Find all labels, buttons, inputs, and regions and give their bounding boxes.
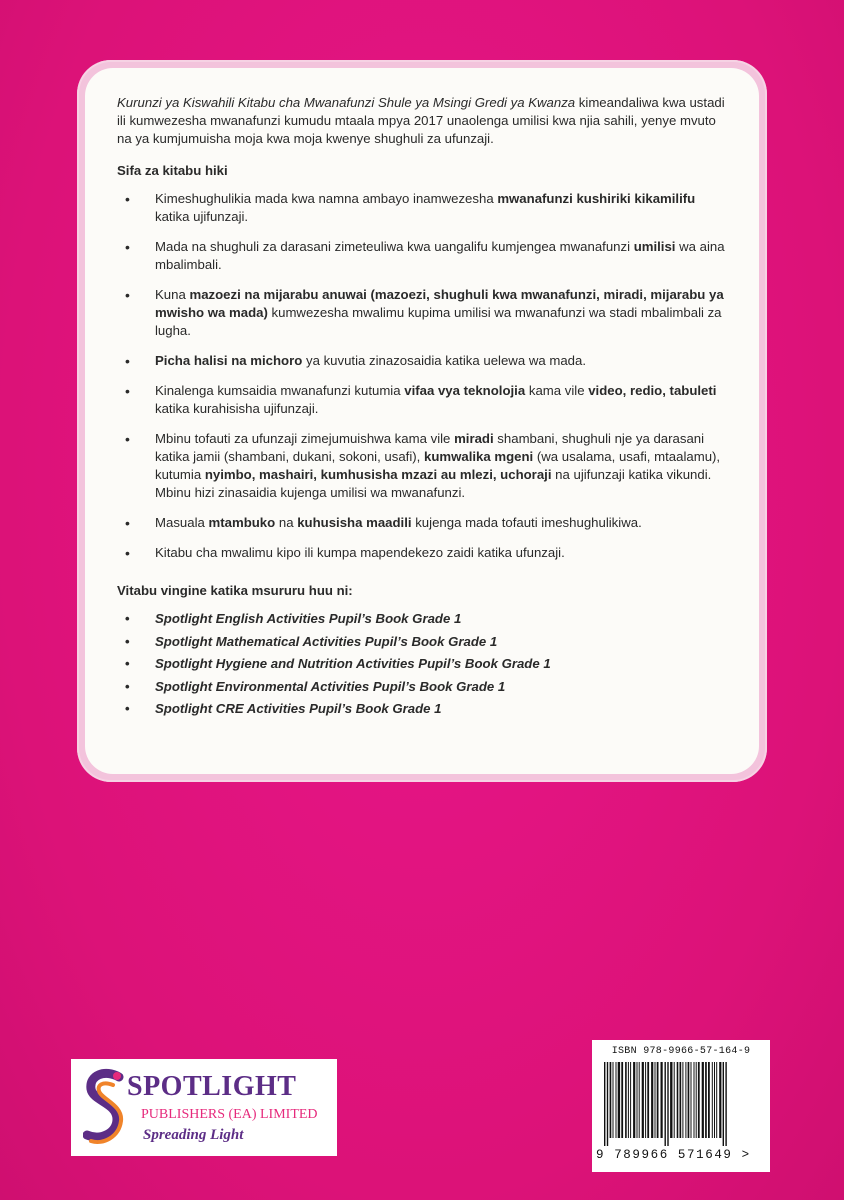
- feature-text: Mada na shughuli za darasani zimeteuliwa kwa uangalifu kumjengea mwanafunzi: [155, 239, 634, 254]
- feature-bold-text: mazoezi na mijarabu anuwai (mazoezi, shughuli kwa mwanafunzi, miradi, mijarabu ya mwisho wa mada): [155, 287, 724, 320]
- blurb-content: [85, 68, 759, 774]
- feature-text: Kinalenga kumsaidia mwanafunzi kutumia: [155, 383, 405, 398]
- feature-bold-text: miradi: [454, 431, 494, 446]
- feature-text: Kimeshughulikia mada kwa namna ambayo inamwezesha: [155, 191, 498, 206]
- feature-text: katika ujifunzaji.: [155, 209, 249, 224]
- feature-text: na: [275, 515, 298, 530]
- feature-bold-text: Picha halisi na michoro: [155, 353, 303, 368]
- feature-bold-text: umilisi: [633, 239, 676, 254]
- barcode-digits: 9 789966 571649 >: [596, 1148, 751, 1162]
- feature-item: [117, 286, 727, 340]
- feature-text: (wa usalama, usafi, mtaalamu), kutumia: [155, 449, 721, 482]
- feature-bold-text: kuhusisha maadili: [297, 515, 412, 530]
- intro-lead: Kurunzi ya Kiswahili Kitabu cha Mwanafunzi Shule ya Msingi Gredi ya Kwanza: [117, 95, 576, 110]
- feature-text: shambani, shughuli nje ya darasani katika jamii (shambani, dukani, sokoni, usafi),: [155, 431, 705, 464]
- feature-text: Kuna: [155, 287, 190, 302]
- publisher-logo: [71, 1059, 337, 1156]
- books-heading: Vitabu vingine katika msururu huu ni:: [117, 583, 353, 598]
- blurb-panel: [77, 60, 767, 782]
- books-list: [117, 610, 727, 718]
- isbn-text: ISBN 978-9966-57-164-9: [611, 1046, 751, 1057]
- spotlight-s-icon: [83, 1067, 127, 1149]
- feature-bold-text: mtambuko: [208, 515, 276, 530]
- book-title: • Spotlight Mathematical Activities Pupil’s Book Grade 1: [117, 633, 727, 651]
- feature-item: [117, 430, 727, 502]
- feature-text: katika kurahisisha ujifunzaji.: [155, 401, 319, 416]
- barcode-bars: [602, 1062, 760, 1148]
- feature-item: [117, 238, 727, 274]
- feature-text: Masuala: [155, 515, 209, 530]
- features-list: [117, 190, 727, 562]
- publisher-name: SPOTLIGHT: [127, 1071, 297, 1102]
- publisher-subtitle: PUBLISHERS (EA) LIMITED: [141, 1107, 318, 1122]
- book-title: • Spotlight Environmental Activities Pupil’s Book Grade 1: [117, 678, 727, 696]
- feature-text: wa aina mbalimbali.: [155, 239, 725, 272]
- feature-text: Kitabu cha mwalimu kipo ili kumpa mapendekezo zaidi katika ufunzaji.: [155, 545, 565, 560]
- feature-item: [117, 544, 727, 562]
- intro-rest: kimeandaliwa kwa ustadi ili kumwezesha mwanafunzi kumudu mtaala mpya 2017 unaolenga umilisi kwa njia sahili, yenye mvuto na ya kumjumuisha moja kwa moja kwenye shughuli za ufunzaji.: [117, 95, 725, 146]
- feature-bold-text: nyimbo, mashairi, kumhusisha mzazi au mlezi, uchoraji: [204, 467, 552, 482]
- publisher-tagline: Spreading Light: [143, 1127, 244, 1143]
- book-title: • Spotlight CRE Activities Pupil’s Book Grade 1: [117, 700, 727, 718]
- feature-bold-text: mwanafunzi kushiriki kikamilifu: [497, 191, 696, 206]
- feature-text: kumwezesha mwalimu kupima umilisi wa mwanafunzi wa stadi mbalimbali za lugha.: [155, 305, 722, 338]
- feature-text: kama vile: [525, 383, 589, 398]
- feature-text: ya kuvutia zinazosaidia katika uelewa wa mada.: [302, 353, 586, 368]
- feature-item: [117, 190, 727, 226]
- barcode-label: [592, 1040, 770, 1172]
- feature-text: kujenga mada tofauti imeshughulikiwa.: [411, 515, 642, 530]
- intro-paragraph: [117, 94, 727, 148]
- features-heading: Sifa za kitabu hiki: [117, 163, 228, 178]
- feature-text: na ujifunzaji katika vikundi. Mbinu hizi zinasaidia kujenga umilisi wa mwanafunzi.: [155, 467, 712, 500]
- feature-bold-text: vifaa vya teknolojia: [404, 383, 526, 398]
- feature-bold-text: kumwalika mgeni: [424, 449, 534, 464]
- feature-item: [117, 514, 727, 532]
- feature-bold-text: video, redio, tabuleti: [588, 383, 717, 398]
- book-title: • Spotlight English Activities Pupil’s Book Grade 1: [117, 610, 727, 628]
- feature-item: [117, 352, 727, 370]
- feature-item: [117, 382, 727, 418]
- feature-text: Mbinu tofauti za ufunzaji zimejumuishwa kama vile: [155, 431, 455, 446]
- book-title: • Spotlight Hygiene and Nutrition Activities Pupil’s Book Grade 1: [117, 655, 727, 673]
